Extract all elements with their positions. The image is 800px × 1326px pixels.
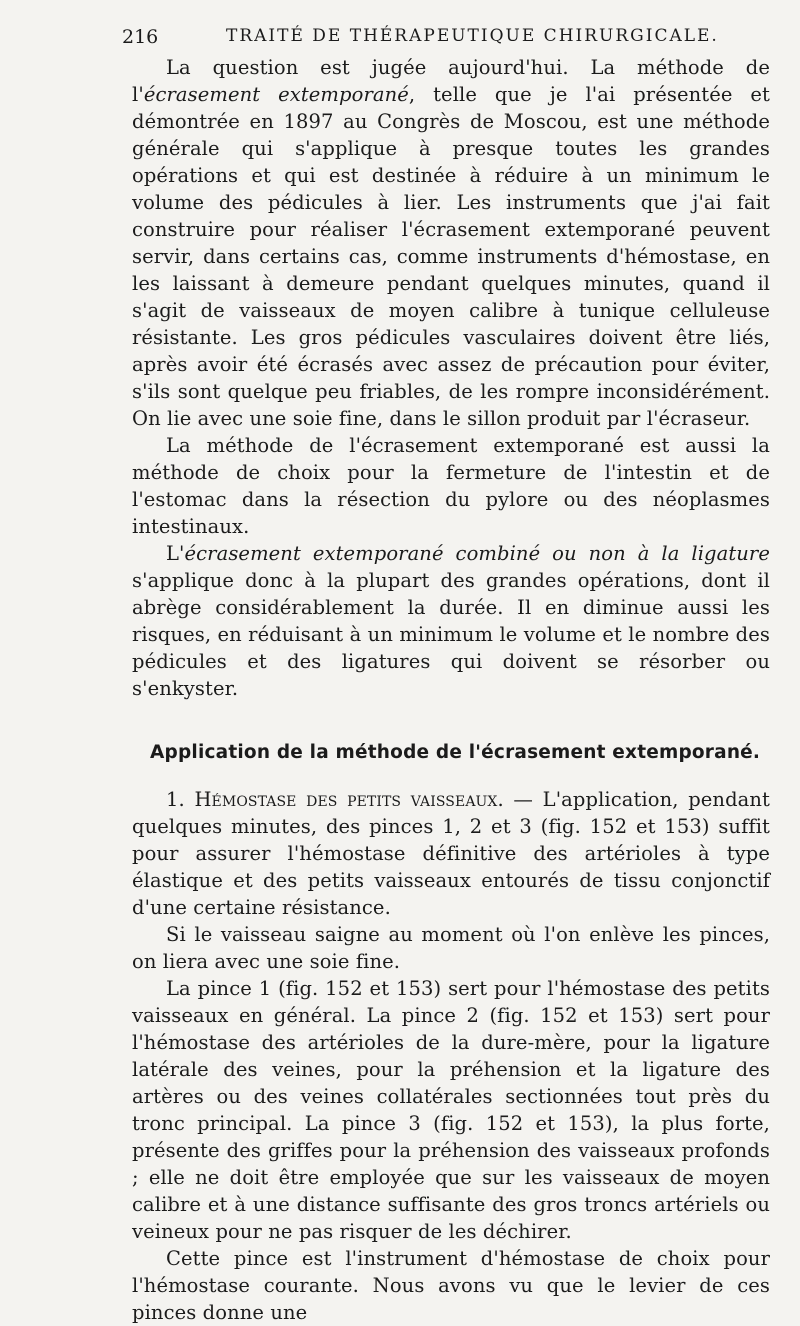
paragraph-1-emphasis: écrasement extemporané <box>143 83 409 106</box>
paragraph-7: Cette pince est l'instrument d'hémostase de choix pour l'hémostase courante. Nous avons vu que le levier de ces pinces donne une <box>132 1247 770 1324</box>
paragraph-6: La pince 1 (fig. 152 et 153) sert pour l'hémostase des petits vaisseaux en général. La pince 2 (fig. 152 et 153) sert pour l'hémostase des artérioles de la dure-mère, pour la ligature latérale des veines, pour la préhension et la ligature des artères ou des veines collatérales sectionnées tout près du tronc principal. La pince 3 (fig. 152 et 153), la plus forte, présente des griffes pour la préhension des vaisseaux profonds ; elle ne doit être employée que sur les vaisseaux de moyen calibre et à une distance suffisante des gros troncs artériels ou veineux pour ne pas risquer de les déchirer. <box>132 977 770 1243</box>
paragraph-4-rest: — L'application, pendant quelques minutes, des pinces 1, 2 et 3 (fig. 152 et 153) suffit pour assurer l'hémostase définitive des artérioles à type élastique et des petits vaisseaux entourés de tissu conjonctif d'une certaine résistance. <box>132 788 770 919</box>
paragraph-3 <box>132 540 770 702</box>
paragraph-3-rest: s'applique donc à la plupart des grandes opérations, dont il abrège considérablement la durée. Il en diminue aussi les risques, en réduisant à un minimum le volume et le nombre des pédicules et des ligatures qui doivent se résorber ou s'enkyster. <box>132 569 770 700</box>
paragraph-4 <box>132 786 770 921</box>
paragraph-2: La méthode de l'écrasement extemporané est aussi la méthode de choix pour la fermeture de l'intestin et de l'estomac dans la résection du pylore ou des néoplasmes intestinaux. <box>132 434 770 538</box>
page-number: 216 <box>122 26 159 48</box>
paragraph-4-number: 1. <box>166 788 195 811</box>
paragraph-3-emphasis: écrasement extemporané combiné ou non à la ligature <box>184 542 770 565</box>
paragraph-5: Si le vaisseau saigne au moment où l'on enlève les pinces, on liera avec une soie fine. <box>132 923 770 973</box>
paragraph-1-lead: La question est jugée aujourd'hui. La méthode de l' <box>132 56 770 106</box>
section-heading: Application de la méthode de l'écrasement extemporané. <box>150 742 761 763</box>
running-head <box>122 18 770 54</box>
paragraph-1 <box>132 54 770 432</box>
running-title: TRAITÉ DE THÉRAPEUTIQUE CHIRURGICALE. <box>226 26 719 46</box>
paragraph-1-rest: , telle que je l'ai présentée et démontrée en 1897 au Congrès de Moscou, est une méthode générale qui s'applique à presque toutes les grandes opérations et qui est destinée à réduire à un minimum le volume des pédicules à lier. Les instruments que j'ai fait construire pour réaliser l'écrasement extemporané peuvent servir, dans certains cas, comme instruments d'hémostase, en les laissant à demeure pendant quelques minutes, quand il s'agit de vaisseaux de moyen calibre à tunique celluleuse résistante. Les gros pédicules vasculaires doivent être liés, après avoir été écrasés avec assez de précaution pour éviter, s'ils sont quelque peu friables, de les rompre inconsidérément. On lie avec une soie fine, dans le sillon produit par l'écraseur. <box>132 83 770 430</box>
paragraph-3-lead: L' <box>166 542 185 565</box>
paragraph-4-subheading: Hémostase des petits vaisseaux. <box>194 788 504 811</box>
